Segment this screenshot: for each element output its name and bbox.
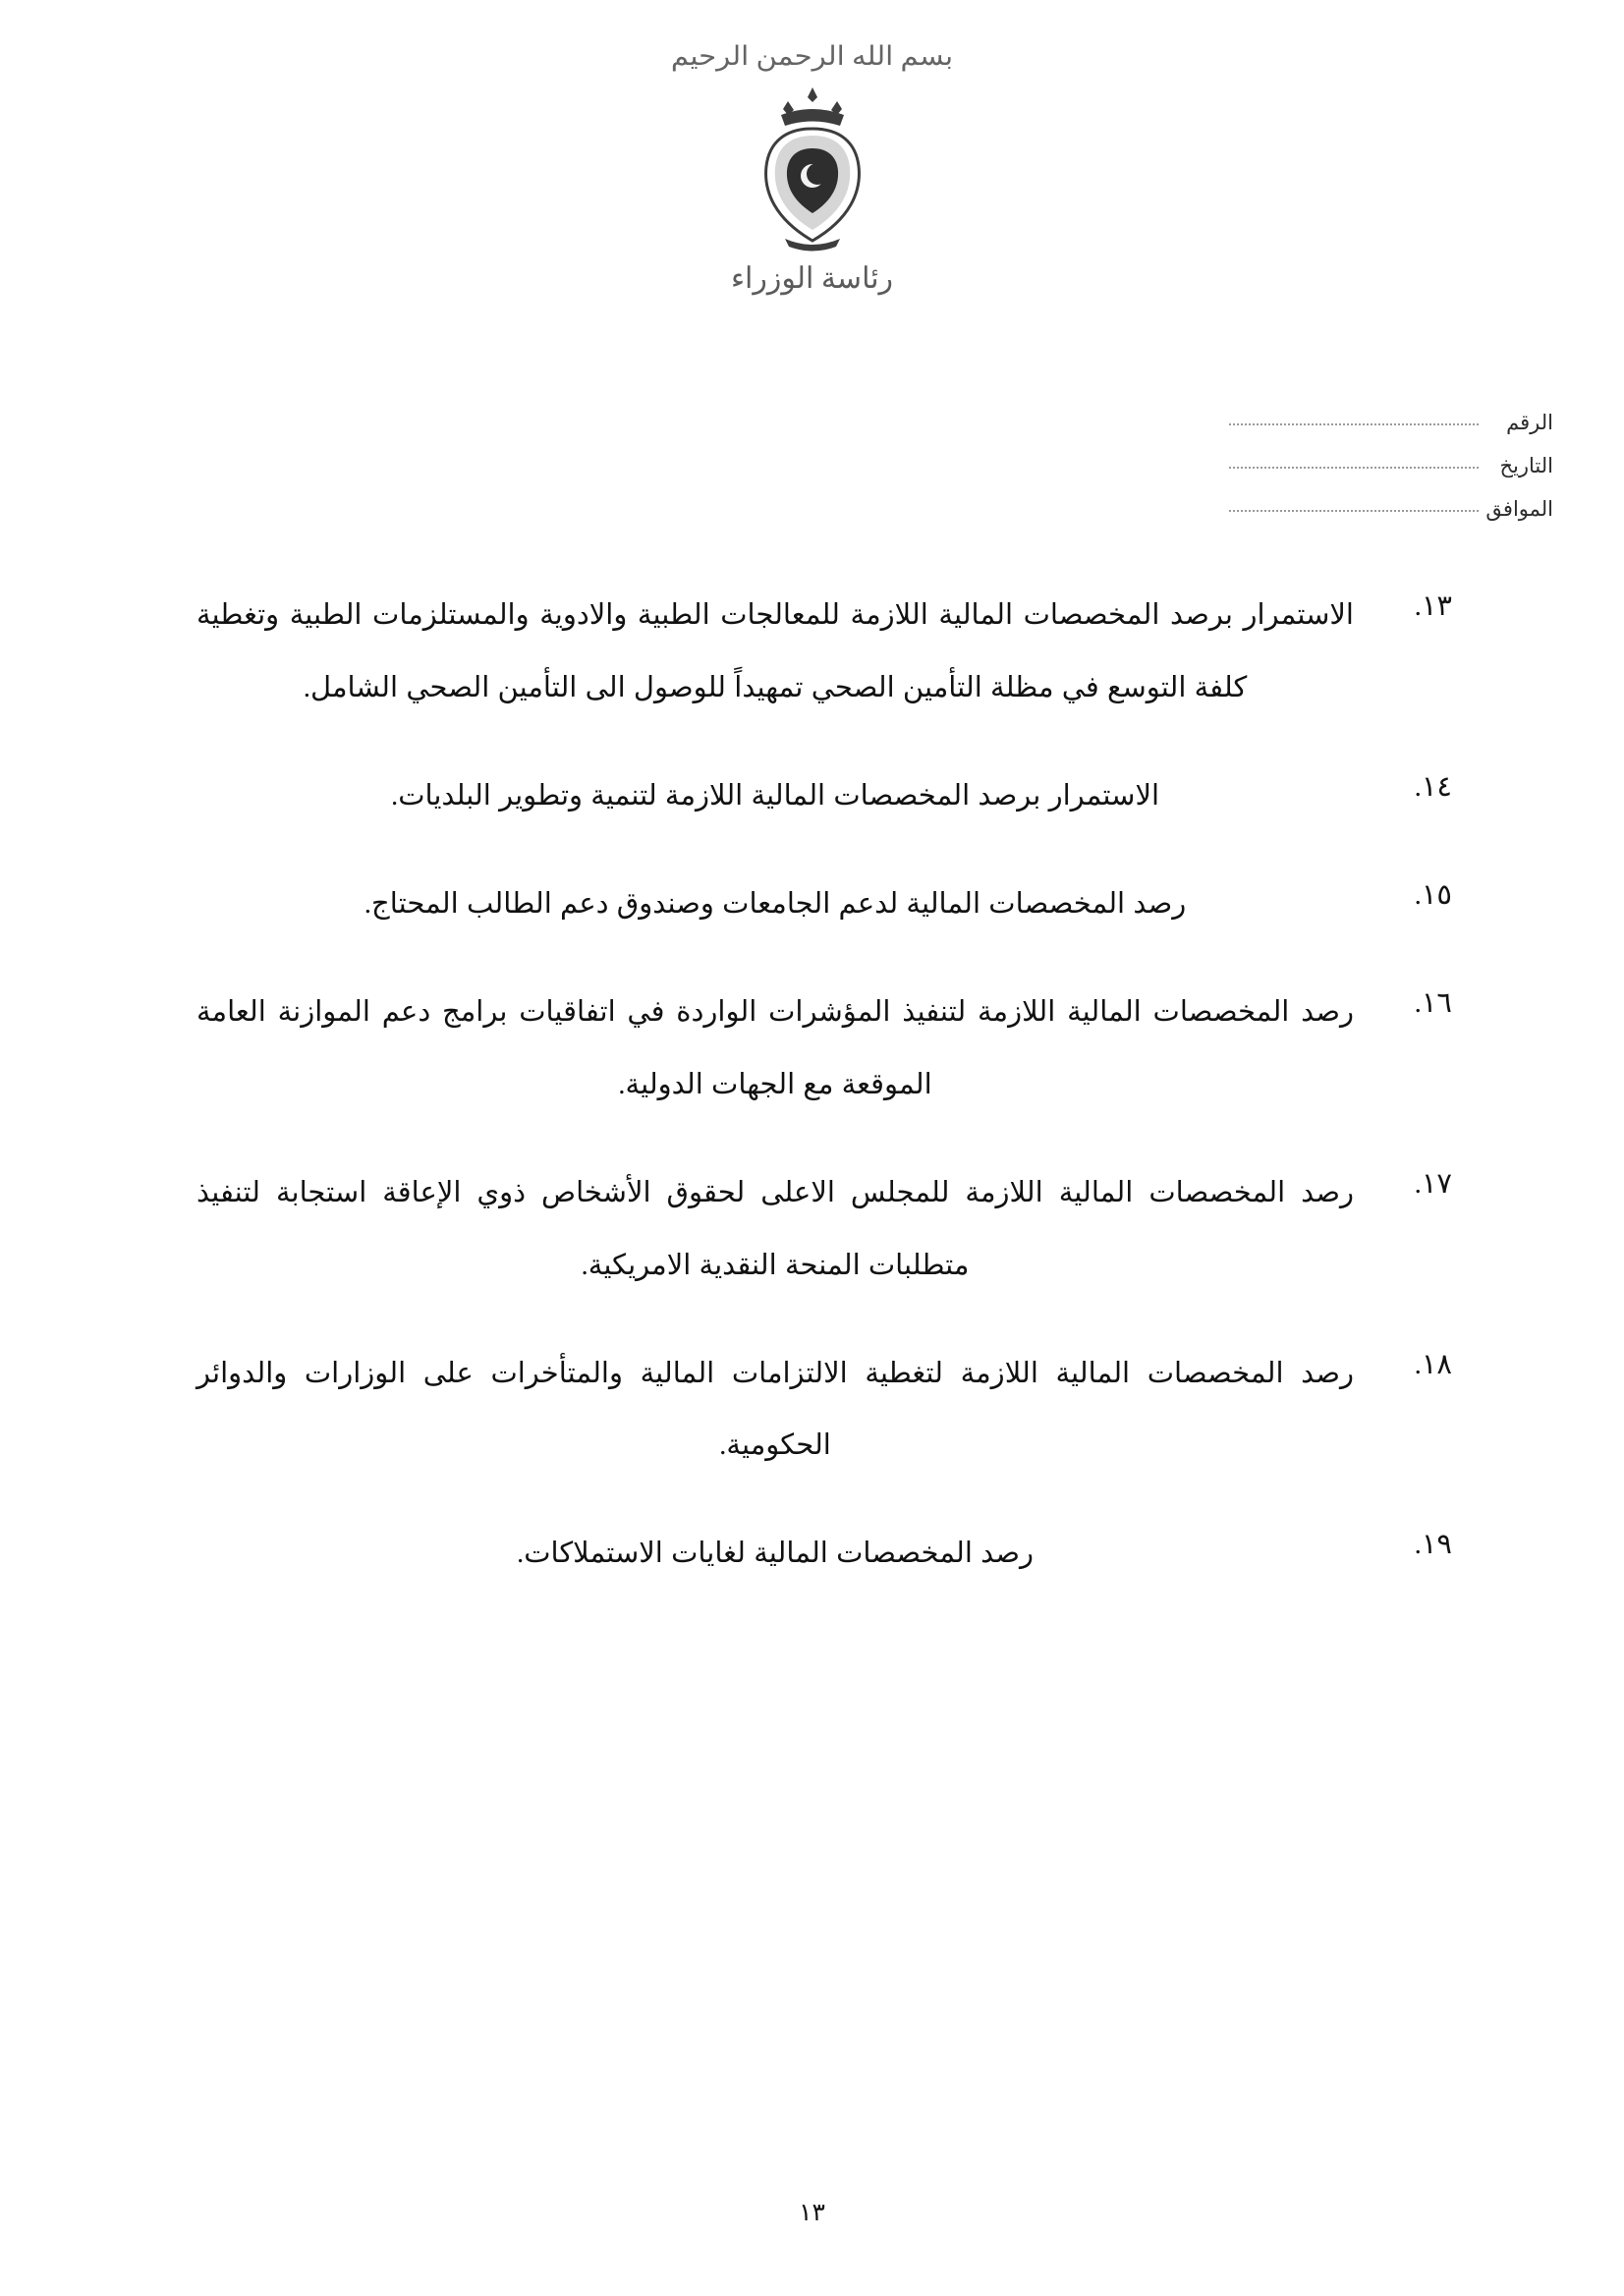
document-body [0,580,1624,1626]
list-item [196,1518,1452,1591]
list-item-number: ١٧. [1414,1167,1452,1200]
list-item-number: ١٥. [1414,878,1452,911]
meta-dotted-line-corresponding[interactable] [1229,509,1479,512]
list-item [196,1157,1452,1303]
meta-row-corresponding [1229,497,1553,522]
list-item-number: ١٦. [1414,986,1452,1019]
jordan-coat-of-arms-icon [734,82,891,253]
list-item-number: ١٤. [1414,770,1452,803]
list-item [196,760,1452,833]
meta-label-number: الرقم [1506,411,1553,434]
meta-label-date: التاريخ [1499,454,1553,477]
basmala-text: بسم الله الرحمن الرحيم [670,41,954,71]
meta-label-corresponding: الموافق [1485,497,1553,521]
document-meta [1229,411,1553,540]
organization-name: رئاسة الوزراء [730,262,894,295]
list-item [196,977,1452,1122]
list-item-number: ١٩. [1414,1529,1452,1561]
list-item-text: الاستمرار برصد المخصصات المالية اللازمة لتنمية وتطوير البلديات. [390,779,1160,812]
meta-dotted-line-date[interactable] [1229,466,1479,469]
meta-dotted-line-number[interactable] [1229,422,1479,425]
list-item-number: ١٨. [1414,1348,1452,1380]
page-number: ١٣ [799,2200,825,2226]
meta-row-number [1229,411,1553,435]
list-item-text: رصد المخصصات المالية اللازمة لتنفيذ المؤشرات الواردة في اتفاقيات برامج دعم الموازنة العامة الموقعة مع الجهات الدولية. [196,995,1354,1100]
list-item [196,580,1452,725]
meta-row-date [1229,454,1553,478]
list-item-text: رصد المخصصات المالية اللازمة لتغطية الالتزامات المالية والمتأخرات على الوزارات والدوائر الحكومية. [196,1357,1354,1462]
list-item-text: رصد المخصصات المالية لدعم الجامعات وصندوق دعم الطالب المحتاج. [364,887,1187,920]
letterhead [0,0,1624,296]
list-item [196,868,1452,941]
list-item-number: ١٣. [1414,590,1452,622]
list-item-text: رصد المخصصات المالية لغايات الاستملاكات. [516,1538,1035,1570]
list-item-text: الاستمرار برصد المخصصات المالية اللازمة للمعالجات الطبية والادوية والمستلزمات الطبية وتغطية كلفة التوسع في مظلة التأمين الصحي تمهيداً للوصول الى التأمين الصحي الشامل. [196,599,1354,703]
list-item-text: رصد المخصصات المالية اللازمة للمجلس الاعلى لحقوق الأشخاص ذوي الإعاقة استجابة لتنفيذ متطلبات المنحة النقدية الامريكية. [196,1176,1354,1281]
list-item [196,1338,1452,1484]
